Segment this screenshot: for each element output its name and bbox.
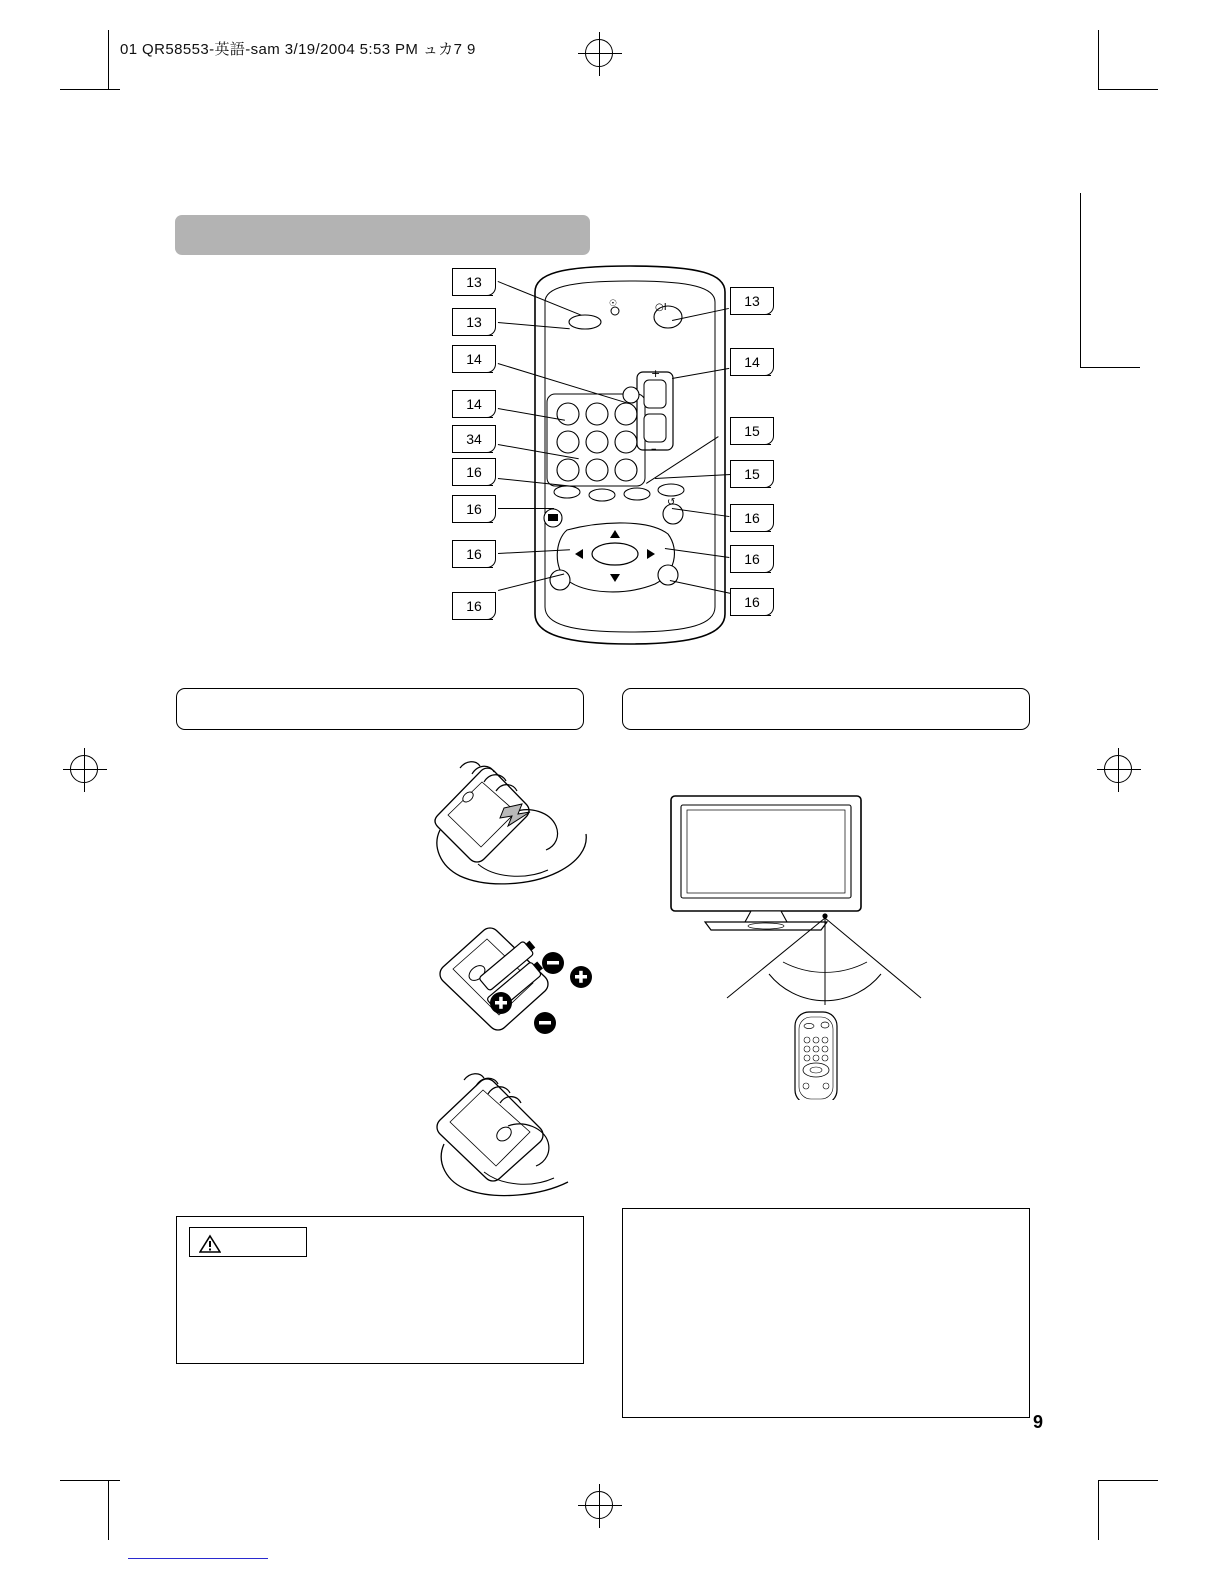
caution-header: [189, 1227, 307, 1257]
callout-tag-16-d: 16: [452, 540, 496, 568]
callout-tag-15-b: 15: [730, 460, 774, 488]
crop-mark-bottom-left-h: [60, 1480, 120, 1481]
svg-text:☉: ☉: [609, 299, 618, 309]
callout-tag-16-g: 16: [730, 588, 774, 616]
closing-battery-cover-illustration: [420, 1072, 610, 1197]
left-subheading-box: [176, 688, 584, 730]
registration-mark-top: [578, 32, 622, 76]
section-title: [175, 215, 590, 235]
battery-compartment-illustration: [425, 925, 600, 1045]
crop-mark-bottom-left-v: [108, 1480, 109, 1540]
right-subheading-text: [623, 689, 1029, 707]
side-index-tab: [1080, 193, 1140, 368]
callout-tag-13-c: 13: [730, 287, 774, 315]
section-title-bar: [175, 215, 590, 255]
print-slug: 01 QR58553-英語-sam 3/19/2004 5:53 PM ュカ7 9: [120, 41, 476, 58]
crop-mark-top-left-h: [60, 89, 120, 90]
callout-tag-16-e: 16: [730, 545, 774, 573]
svg-text:+: +: [651, 367, 661, 380]
tv-and-remote-range-illustration: [665, 790, 955, 1100]
registration-mark-bottom: [578, 1484, 622, 1528]
callout-tag-16-b: 16: [452, 495, 496, 523]
callout-tag-16-c: 16: [730, 504, 774, 532]
remote-control-diagram: [505, 262, 755, 662]
crop-mark-bottom-right-h: [1098, 1480, 1158, 1481]
registration-mark-right: [1097, 748, 1141, 792]
callout-tag-14-b: 14: [730, 348, 774, 376]
crop-mark-top-left-v: [108, 30, 109, 90]
callout-tag-13-b: 13: [452, 308, 496, 336]
left-subheading-text: [177, 689, 583, 707]
note-box: [622, 1208, 1030, 1418]
crop-mark-top-right-v: [1098, 30, 1099, 90]
callout-tag-13-a: 13: [452, 268, 496, 296]
page-number: 9: [1032, 1412, 1043, 1432]
leader-line: [498, 508, 554, 509]
crop-mark-top-right-h: [1098, 89, 1158, 90]
right-subheading-box: [622, 688, 1030, 730]
callout-tag-15-a: 15: [730, 417, 774, 445]
hand-holding-remote-illustration: [418, 760, 608, 895]
callout-tag-16-a: 16: [452, 458, 496, 486]
registration-mark-left: [63, 748, 107, 792]
warning-triangle-icon: [199, 1234, 221, 1254]
svg-text:–: –: [651, 442, 657, 455]
svg-text:○I: ○I: [655, 302, 667, 313]
callout-tag-16-f: 16: [452, 592, 496, 620]
crop-mark-bottom-right-v: [1098, 1480, 1099, 1540]
footer-link-underline: [128, 1558, 268, 1559]
svg-text:↺: ↺: [667, 497, 676, 508]
callout-tag-14-c: 14: [452, 390, 496, 418]
callout-tag-14-a: 14: [452, 345, 496, 373]
caution-box: [176, 1216, 584, 1364]
callout-tag-34: 34: [452, 425, 496, 453]
